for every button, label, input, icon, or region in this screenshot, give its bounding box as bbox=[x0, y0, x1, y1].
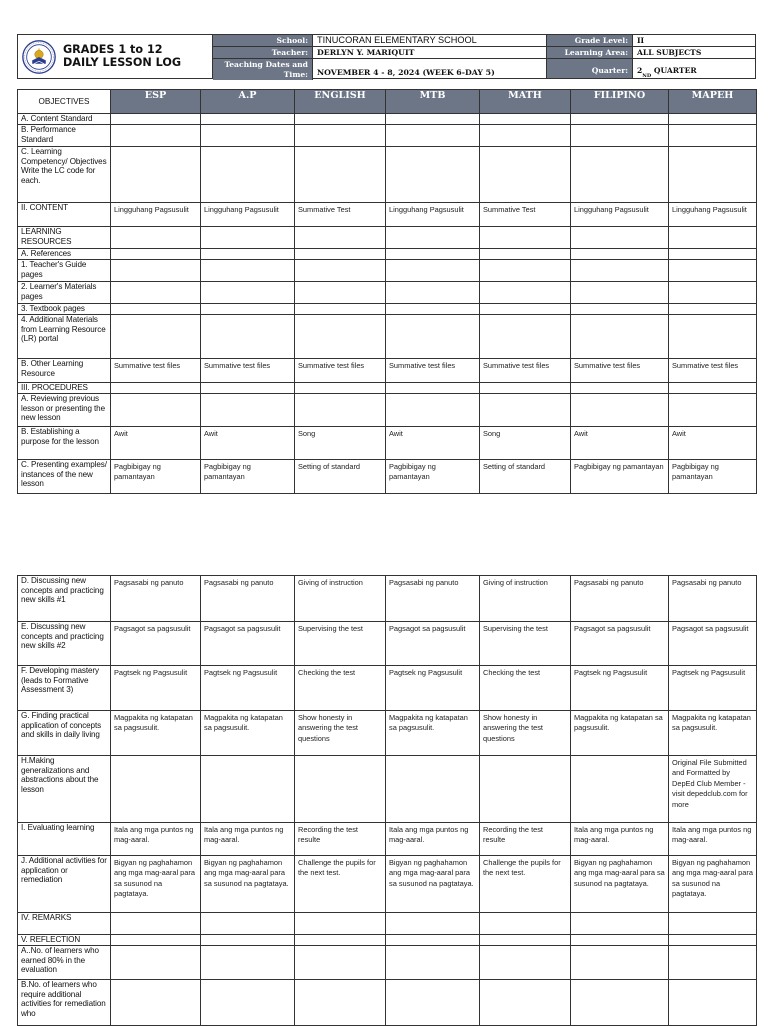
cell-mtb: Pagtsek ng Pagsusulit bbox=[386, 666, 480, 711]
col-header-english: ENGLISH bbox=[295, 90, 386, 114]
row-generalizations bbox=[18, 756, 757, 823]
cell-english: Show honesty in answering the test questions bbox=[295, 711, 386, 756]
row-learners-materials bbox=[18, 282, 757, 304]
header-info bbox=[213, 35, 547, 78]
cell-filipino: Bigyan ng paghahamon ang mga mag-aaral para sa susunod na pagtataya. bbox=[571, 856, 669, 913]
cell-ap: Magpakita ng katapatan sa pagsusulit. bbox=[201, 711, 295, 756]
cell-ap: Summative test files bbox=[201, 359, 295, 383]
cell-mapeh: Itala ang mga puntos ng mag-aaral. bbox=[669, 823, 757, 856]
cell-mtb: Awit bbox=[386, 427, 480, 460]
row-references bbox=[18, 249, 757, 260]
cell-english: Giving of instruction bbox=[295, 576, 386, 622]
row-additional-activities bbox=[18, 856, 757, 913]
cell-english: Checking the test bbox=[295, 666, 386, 711]
cell-mtb: Bigyan ng paghahamon ang mga mag-aaral para sa susunod na pagtataya. bbox=[386, 856, 480, 913]
cell-mapeh: Lingguhang Pagsusulit bbox=[669, 203, 757, 227]
row-label: I. Evaluating learning bbox=[18, 823, 111, 856]
cell-english: Supervising the test bbox=[295, 622, 386, 666]
cell-ap: Pagtsek ng Pagsusulit bbox=[201, 666, 295, 711]
school-value: TINUCORAN ELEMENTARY SCHOOL bbox=[317, 35, 477, 45]
cell-english: Song bbox=[295, 427, 386, 460]
col-header-mapeh: MAPEH bbox=[669, 90, 757, 114]
row-label: G. Finding practical application of concepts and skills in daily living bbox=[18, 711, 111, 756]
col-header-ap: A.P bbox=[201, 90, 295, 114]
cell-math: Supervising the test bbox=[480, 622, 571, 666]
cell-filipino: Itala ang mga puntos ng mag-aaral. bbox=[571, 823, 669, 856]
dates-row bbox=[213, 59, 546, 80]
cell-mapeh: Pagbibigay ng pamantayan bbox=[669, 460, 757, 494]
row-label: C. Learning Competency/ Objectives Write the LC code for each. bbox=[18, 147, 111, 203]
cell-mtb: Magpakita ng katapatan sa pagsusulit. bbox=[386, 711, 480, 756]
quarter-word: QUARTER bbox=[653, 66, 697, 75]
row-label: II. CONTENT bbox=[18, 203, 111, 227]
area-value: ALL SUBJECTS bbox=[637, 48, 702, 57]
cell-mapeh: Magpakita ng katapatan sa pagsusulit. bbox=[669, 711, 757, 756]
area-label: Learning Area: bbox=[547, 47, 633, 58]
cell-mapeh: Pagsagot sa pagsusulit bbox=[669, 622, 757, 666]
cell-math: Checking the test bbox=[480, 666, 571, 711]
title-line-2: DAILY LESSON LOG bbox=[63, 55, 182, 69]
column-header-row bbox=[18, 90, 757, 114]
cell-mapeh: Bigyan ng paghahamon ang mga mag-aaral para sa susunod na pagtataya. bbox=[669, 856, 757, 913]
row-reviewing bbox=[18, 394, 757, 427]
row-learning-resources bbox=[18, 227, 757, 249]
row-developing bbox=[18, 666, 757, 711]
cell-mtb: Itala ang mga puntos ng mag-aaral. bbox=[386, 823, 480, 856]
row-procedures bbox=[18, 383, 757, 394]
cell-esp: Summative test files bbox=[111, 359, 201, 383]
cell-mapeh: Awit bbox=[669, 427, 757, 460]
quarter-row bbox=[547, 59, 755, 78]
cell-filipino: Awit bbox=[571, 427, 669, 460]
cell-ap: Bigyan ng paghahamon ang mga mag-aaral para sa susunod na pagtataya. bbox=[201, 856, 295, 913]
row-label: A..No. of learners who earned 80% in the evaluation bbox=[18, 946, 111, 980]
cell-mtb: Lingguhang Pagsusulit bbox=[386, 203, 480, 227]
row-evaluating bbox=[18, 823, 757, 856]
cell-ap: Itala ang mga puntos ng mag-aaral. bbox=[201, 823, 295, 856]
cell-esp: Pagbibigay ng pamantayan bbox=[111, 460, 201, 494]
cell-math: Show honesty in answering the test questions bbox=[480, 711, 571, 756]
cell-esp: Bigyan ng paghahamon ang mga mag-aaral para sa susunod na pagtataya. bbox=[111, 856, 201, 913]
row-label: 2. Learner's Materials pages bbox=[18, 282, 111, 304]
row-learning-competency bbox=[18, 147, 757, 203]
cell-ap: Pagbibigay ng pamantayan bbox=[201, 460, 295, 494]
objectives-header: OBJECTIVES bbox=[18, 90, 111, 114]
row-label: III. PROCEDURES bbox=[18, 383, 111, 394]
quarter-number: 2 bbox=[637, 66, 643, 75]
lesson-table-part-2 bbox=[17, 575, 757, 1026]
col-header-math: MATH bbox=[480, 90, 571, 114]
row-remarks bbox=[18, 913, 757, 935]
row-label: B. Other Learning Resource bbox=[18, 359, 111, 383]
cell-math: Summative Test bbox=[480, 203, 571, 227]
cell-mapeh: Summative test files bbox=[669, 359, 757, 383]
cell-mtb: Pagsasabi ng panuto bbox=[386, 576, 480, 622]
grade-value: II bbox=[637, 36, 645, 45]
cell-esp: Itala ang mga puntos ng mag-aaral. bbox=[111, 823, 201, 856]
row-label: 4. Additional Materials from Learning Resource (LR) portal bbox=[18, 315, 111, 359]
row-label: B. Performance Standard bbox=[18, 125, 111, 147]
cell-ap: Awit bbox=[201, 427, 295, 460]
grade-row bbox=[547, 35, 755, 47]
cell-filipino: Magpakita ng katapatan sa pagsusulit. bbox=[571, 711, 669, 756]
row-other-resources bbox=[18, 359, 757, 383]
cell-english: Recording the test resulte bbox=[295, 823, 386, 856]
cell-filipino: Pagbibigay ng pamantayan bbox=[571, 460, 669, 494]
teacher-row bbox=[213, 47, 546, 59]
row-establishing bbox=[18, 427, 757, 460]
dates-label bbox=[213, 59, 313, 80]
row-label: F. Developing mastery (leads to Formative Assessment 3) bbox=[18, 666, 111, 711]
row-label: A. References bbox=[18, 249, 111, 260]
cell-filipino: Pagsasabi ng panuto bbox=[571, 576, 669, 622]
row-label: C. Presenting examples/ instances of the new lesson bbox=[18, 460, 111, 494]
cell-ap: Lingguhang Pagsusulit bbox=[201, 203, 295, 227]
row-performance-standard bbox=[18, 125, 757, 147]
header-meta bbox=[547, 35, 755, 78]
cell-esp: Lingguhang Pagsusulit bbox=[111, 203, 201, 227]
row-presenting bbox=[18, 460, 757, 494]
row-label: V. REFLECTION bbox=[18, 935, 111, 946]
school-label: School: bbox=[213, 35, 313, 46]
cell-math: Recording the test resulte bbox=[480, 823, 571, 856]
cell-ap: Pagsagot sa pagsusulit bbox=[201, 622, 295, 666]
cell-esp: Pagtsek ng Pagsusulit bbox=[111, 666, 201, 711]
row-label: D. Discussing new concepts and practicing new skills #1 bbox=[18, 576, 111, 622]
teacher-label: Teacher: bbox=[213, 47, 313, 58]
cell-mapeh: Pagsasabi ng panuto bbox=[669, 576, 757, 622]
grade-label: Grade Level: bbox=[547, 35, 633, 46]
cell-ap: Pagsasabi ng panuto bbox=[201, 576, 295, 622]
cell-english: Setting of standard bbox=[295, 460, 386, 494]
row-reflection-b bbox=[18, 980, 757, 1026]
row-label: LEARNING RESOURCES bbox=[18, 227, 111, 249]
dates-value: NOVEMBER 4 - 8, 2024 (WEEK 6-DAY 5) bbox=[317, 68, 495, 77]
col-header-filipino: FILIPINO bbox=[571, 90, 669, 114]
row-content-standard bbox=[18, 114, 757, 125]
row-textbook-pages bbox=[18, 304, 757, 315]
row-additional-materials bbox=[18, 315, 757, 359]
area-row bbox=[547, 47, 755, 59]
quarter-label: Quarter: bbox=[547, 59, 633, 78]
dates-label-line-1: Teaching Dates and bbox=[224, 60, 308, 69]
row-label: A. Reviewing previous lesson or presenting the new lesson bbox=[18, 394, 111, 427]
row-label: A. Content Standard bbox=[18, 114, 111, 125]
lesson-table-part-1 bbox=[17, 89, 757, 494]
cell-mtb: Summative test files bbox=[386, 359, 480, 383]
cell-english: Challenge the pupils for the next test. bbox=[295, 856, 386, 913]
header-block bbox=[17, 34, 756, 79]
dates-label-line-2: Time: bbox=[283, 70, 308, 79]
col-header-esp: ESP bbox=[111, 90, 201, 114]
row-label: B.No. of learners who require additional activities for remediation who bbox=[18, 980, 111, 1026]
row-label: H.Making generalizations and abstractions about the lesson bbox=[18, 756, 111, 823]
cell-math: Challenge the pupils for the next test. bbox=[480, 856, 571, 913]
cell-mtb: Pagbibigay ng pamantayan bbox=[386, 460, 480, 494]
row-label: 1. Teacher's Guide pages bbox=[18, 260, 111, 282]
cell-mtb: Pagsagot sa pagsusulit bbox=[386, 622, 480, 666]
cell-english: Summative Test bbox=[295, 203, 386, 227]
cell-filipino: Pagsagot sa pagsusulit bbox=[571, 622, 669, 666]
cell-filipino: Summative test files bbox=[571, 359, 669, 383]
row-teachers-guide bbox=[18, 260, 757, 282]
row-label: B. Establishing a purpose for the lesson bbox=[18, 427, 111, 460]
cell-mapeh: Pagtsek ng Pagsusulit bbox=[669, 666, 757, 711]
cell-esp: Pagsagot sa pagsusulit bbox=[111, 622, 201, 666]
cell-english: Summative test files bbox=[295, 359, 386, 383]
row-label: J. Additional activities for application or remediation bbox=[18, 856, 111, 913]
row-content bbox=[18, 203, 757, 227]
row-label: E. Discussing new concepts and practicing new skills #2 bbox=[18, 622, 111, 666]
row-discussing-2 bbox=[18, 622, 757, 666]
teacher-value: DERLYN Y. MARIQUIT bbox=[317, 48, 415, 57]
cell-esp: Pagsasabi ng panuto bbox=[111, 576, 201, 622]
cell-filipino: Lingguhang Pagsusulit bbox=[571, 203, 669, 227]
cell-esp: Magpakita ng katapatan sa pagsusulit. bbox=[111, 711, 201, 756]
cell-esp: Awit bbox=[111, 427, 201, 460]
cell-math: Giving of instruction bbox=[480, 576, 571, 622]
row-label: 3. Textbook pages bbox=[18, 304, 111, 315]
cell-math: Summative test files bbox=[480, 359, 571, 383]
row-reflection-a bbox=[18, 946, 757, 980]
cell-filipino: Pagtsek ng Pagsusulit bbox=[571, 666, 669, 711]
row-finding bbox=[18, 711, 757, 756]
row-discussing-1 bbox=[18, 576, 757, 622]
school-row bbox=[213, 35, 546, 47]
row-reflection bbox=[18, 935, 757, 946]
deped-seal-icon bbox=[22, 40, 56, 74]
header-title-area bbox=[18, 35, 213, 78]
row-label: IV. REMARKS bbox=[18, 913, 111, 935]
cell-math: Song bbox=[480, 427, 571, 460]
cell-math: Setting of standard bbox=[480, 460, 571, 494]
col-header-mtb: MTB bbox=[386, 90, 480, 114]
title-line-1: GRADES 1 to 12 bbox=[63, 43, 163, 56]
cell-mapeh: Original File Submitted and Formatted by DepEd Club Member - visit depedclub.com for more bbox=[669, 756, 757, 823]
quarter-value: 2 ND QUARTER bbox=[637, 66, 697, 79]
log-title bbox=[63, 44, 181, 69]
